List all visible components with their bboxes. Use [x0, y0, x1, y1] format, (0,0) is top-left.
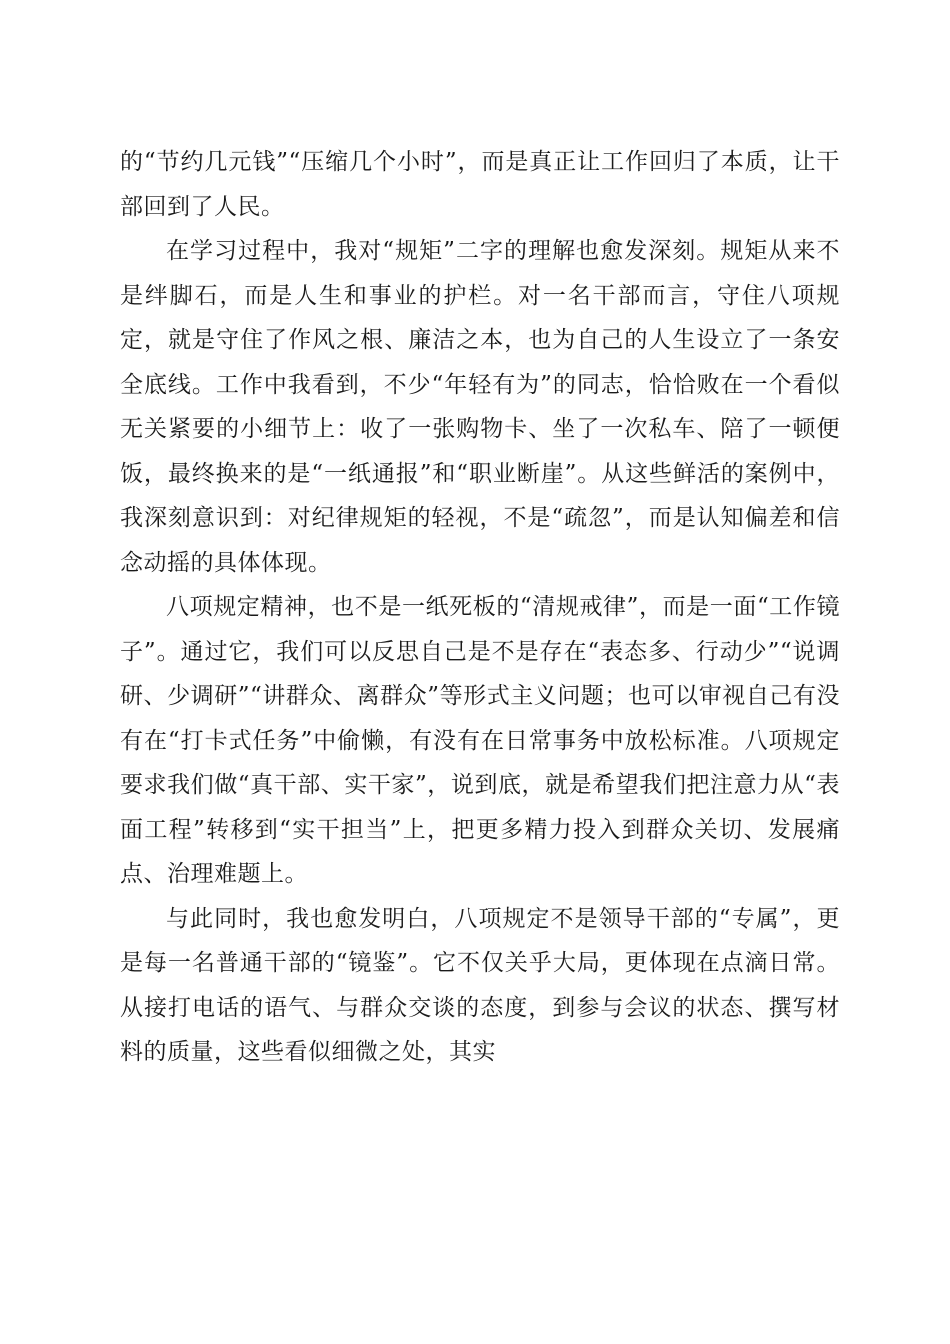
paragraph-ordinary-cadres: 与此同时，我也愈发明白，八项规定不是领导干部的“专属”，更是每一名普通干部的“镜鉴”。它不仅关乎大局，更体现在点滴日常。从接打电话的语气、与群众交谈的态度，到参与会议的状态、撰写材料的质量，这些看似细微之处，其实 — [120, 905, 840, 1065]
paragraph-rules-understanding: 在学习过程中，我对“规矩”二字的理解也愈发深刻。规矩从来不是绊脚石，而是人生和事业的护栏。对一名干部而言，守住八项规定，就是守住了作风之根、廉洁之本，也为自己的人生设立了一条安全底线。工作中我看到，不少“年轻有为”的同志，恰恰败在一个看似无关紧要的小细节上：收了一张购物卡、坐了一次私车、陪了一顿便饭，最终换来的是“一纸通报”和“职业断崖”。从这些鲜活的案例中，我深刻意识到：对纪律规矩的轻视，不是“疏忽”，而是认知偏差和信念动摇的具体体现。 — [120, 238, 840, 576]
paragraph-continuation: 的“节约几元钱”“压缩几个小时”，而是真正让工作回归了本质，让干部回到了人民。 — [120, 149, 840, 220]
paragraph-work-mirror: 八项规定精神，也不是一纸死板的“清规戒律”，而是一面“工作镜子”。通过它，我们可以反思自己是不是存在“表态多、行动少”“说调研、少调研”“讲群众、离群众”等形式主义问题；也可以审视自己有没有在“打卡式任务”中偷懒，有没有在日常事务中放松标准。八项规定要求我们做“真干部、实干家”，说到底，就是希望我们把注意力从“表面工程”转移到“实干担当”上，把更多精力投入到群众关切、发展痛点、治理难题上。 — [120, 594, 840, 887]
document-body — [120, 140, 840, 1075]
